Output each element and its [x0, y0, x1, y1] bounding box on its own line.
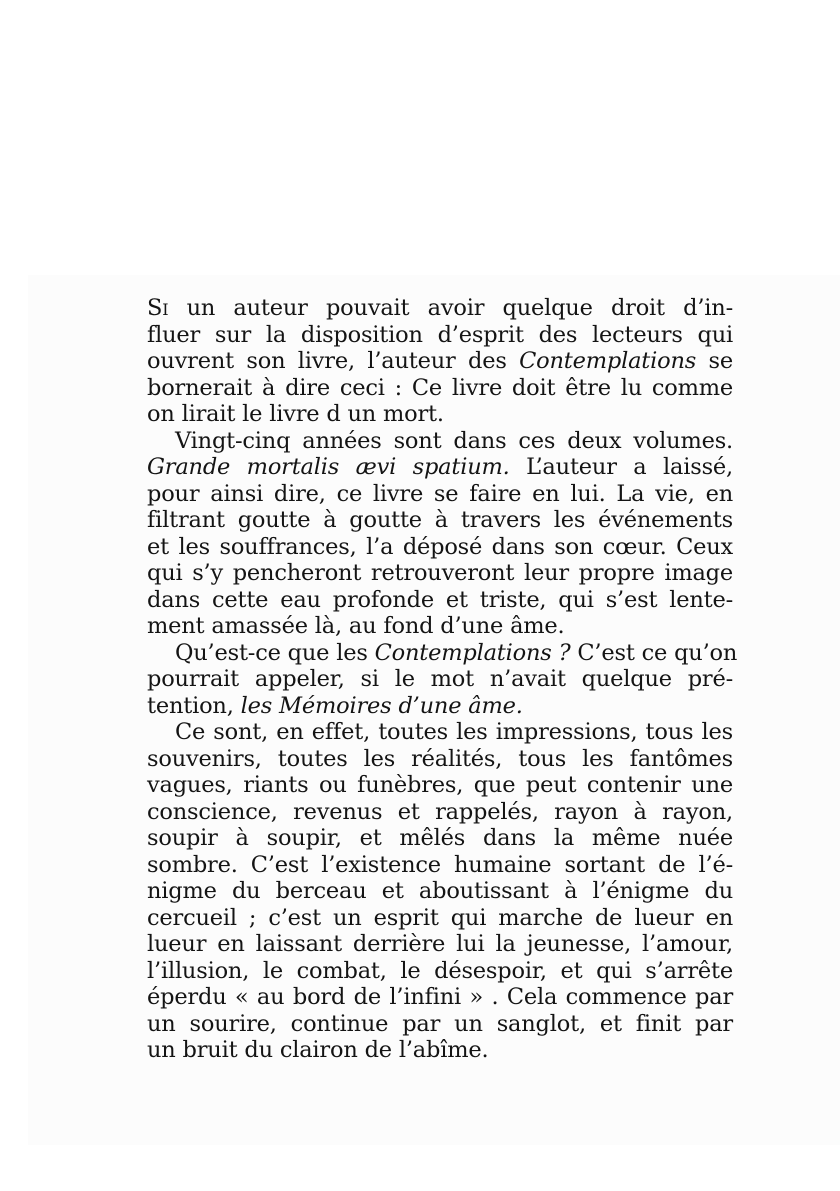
- text-segment: L’auteur a laissé,: [509, 454, 733, 480]
- text-segment: Si: [147, 295, 169, 321]
- text-segment: sombre. C’est l’existence humaine sortant de l’é-: [147, 851, 733, 878]
- text-line: [147, 639, 738, 667]
- text-segment: vagues, riants ou funèbres, que peut contenir une: [147, 772, 733, 798]
- text-segment: soupir à soupir, et mêlés dans la même nuée: [147, 825, 733, 851]
- text-segment: ouvrent son livre, l’auteur des: [147, 348, 520, 374]
- italic-text: Contemplations ?: [374, 639, 571, 666]
- text-line: [147, 746, 733, 773]
- text-segment: Vingt-cinq années sont dans ces deux volumes.: [175, 427, 733, 454]
- text-line: [147, 481, 733, 508]
- preface-text: [147, 295, 738, 1064]
- text-line: [147, 534, 733, 561]
- text-line: [147, 322, 733, 349]
- text-line: [147, 375, 733, 402]
- text-segment: Ce sont, en effet, toutes les impressions, tous les: [175, 719, 733, 745]
- text-segment: dans cette eau profonde et triste, qui s’est lente-: [147, 586, 733, 613]
- text-segment: un bruit du clairon de l’abîme.: [147, 1037, 489, 1063]
- text-line: [147, 295, 733, 322]
- text-line: [147, 428, 733, 455]
- text-line: [147, 1037, 733, 1064]
- text-line: [147, 825, 733, 852]
- text-line: [147, 401, 733, 428]
- italic-text: Contemplations: [519, 348, 697, 374]
- text-segment: souvenirs, toutes les réalités, tous les fantômes: [147, 745, 733, 772]
- italic-text: les Mémoires d’une âme.: [240, 692, 523, 719]
- text-segment: qui s’y pencheront retrouveront leur propre image: [147, 560, 733, 586]
- paragraph: [147, 295, 733, 428]
- text-segment: fluer sur la disposition d’esprit des lecteurs qui: [147, 321, 733, 348]
- text-line: [147, 772, 733, 799]
- text-segment: on lirait le livre d un mort.: [147, 401, 444, 427]
- text-line: [147, 560, 733, 587]
- paragraph: [147, 428, 733, 640]
- text-segment: éperdu « au bord de l’infini » . Cela commence par: [147, 984, 733, 1010]
- text-segment: un sourire, continue par un sanglot, et finit par: [147, 1010, 733, 1037]
- text-line: [147, 348, 733, 375]
- text-line: [147, 507, 733, 534]
- text-segment: l’illusion, le combat, le désespoir, et qui s’arrête: [147, 957, 733, 984]
- paragraph: [147, 719, 733, 1064]
- text-line: [147, 454, 733, 481]
- text-line: [147, 666, 733, 693]
- text-segment: se: [696, 348, 733, 374]
- text-segment: et les souffrances, l’a déposé dans son cœur. Ceux: [147, 533, 733, 560]
- italic-text: Grande mortalis ævi spatium.: [147, 454, 510, 480]
- text-line: [147, 878, 733, 905]
- text-segment: tention,: [147, 692, 241, 719]
- text-line: [147, 984, 733, 1011]
- text-line: [147, 613, 733, 640]
- paragraph: [147, 639, 738, 720]
- text-segment: pour ainsi dire, ce livre se faire en lui. La vie, en: [147, 480, 733, 507]
- text-line: [147, 852, 733, 879]
- text-line: [147, 958, 733, 985]
- text-segment: Qu’est-ce que les: [175, 639, 375, 666]
- text-line: [147, 719, 733, 746]
- text-segment: nigme du berceau et aboutissant à l’énigme du: [147, 878, 733, 904]
- text-segment: ment amassée là, au fond d’une âme.: [147, 613, 565, 639]
- text-segment: conscience, revenus et rappelés, rayon à rayon,: [147, 798, 733, 825]
- text-segment: lueur en laissant derrière lui la jeunesse, l’amour,: [147, 931, 733, 957]
- text-line: [147, 799, 733, 826]
- text-segment: un auteur pouvait avoir quelque droit d’in-: [168, 295, 733, 321]
- text-segment: cercueil ; c’est un esprit qui marche de lueur en: [147, 904, 733, 931]
- text-segment: pourrait appeler, si le mot n’avait quelque pré-: [147, 666, 733, 692]
- text-line: [147, 905, 733, 932]
- text-segment: C’est ce qu’on: [570, 639, 738, 666]
- text-line: [147, 693, 733, 720]
- text-line: [147, 587, 733, 614]
- text-line: [147, 1011, 733, 1038]
- text-segment: filtrant goutte à goutte à travers les événements: [147, 507, 733, 533]
- text-segment: bornerait à dire ceci : Ce livre doit être lu comme: [147, 374, 733, 401]
- text-line: [147, 931, 733, 958]
